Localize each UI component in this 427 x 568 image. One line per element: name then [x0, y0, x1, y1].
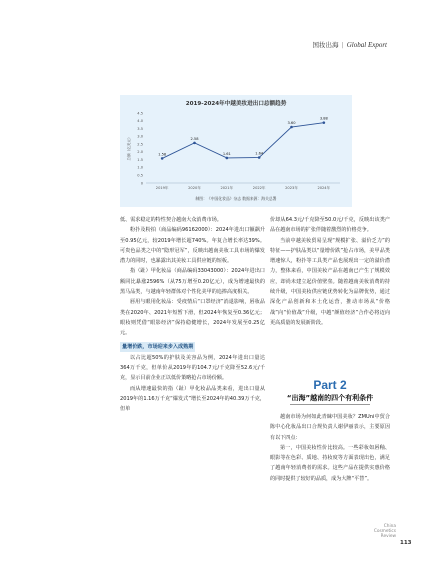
- part-label: Part 2: [313, 378, 347, 392]
- subheading-wrap: [120, 342, 265, 352]
- data-point: [290, 126, 293, 129]
- brand-line: China: [383, 524, 396, 529]
- data-point: [226, 157, 229, 160]
- data-label: 3.60: [287, 121, 296, 125]
- data-label: 2.58: [190, 136, 199, 141]
- y-tick-label: 4.0: [137, 119, 143, 124]
- paragraph: 当前中越美妆贸易呈现“规模扩张、溢价乏力”的特征——护肤品类以“量增价跌”抢占市场，美甲品类增速惊人，粉扑等工具类产品也展现出一定的溢价潜力，整体来看，中国美妆产品在越南已产生了规模效应，却尚未建立起价值壁垒。随着越南美妆消费的持续升级，中国美妆供应链优势转化为品牌优势，通过深化产品创新和本土化运营，推动市场从“价格战”向“价值战”升级，中越“颜值经济”合作必将迈向更高质量的发展新阶段。: [270, 237, 390, 326]
- chart-panel: [120, 95, 352, 207]
- part-title: “出海”越南的四个有利条件: [286, 394, 374, 402]
- brand-line: Cosmetics: [373, 529, 396, 534]
- x-tick-label: 2020年: [188, 186, 201, 190]
- y-tick-label: 3.5: [137, 126, 143, 131]
- page-number: 113: [400, 540, 412, 546]
- y-tick-label: 0.5: [137, 173, 143, 178]
- y-tick-label: 1.5: [137, 157, 143, 162]
- x-tick-label: 2021年: [220, 186, 234, 190]
- paragraph: 第一，中国美妆性价比较高。一些彩妆如唇釉、眼影等在色彩、质地、持妆度等方面表现出色，满足了越南年轻消费者的需求。这些产品在提供实惠价格的同时提供了较好的品质，成为大牌“平替”。: [270, 444, 390, 482]
- y-axis-label: 总额（亿美元）: [127, 135, 131, 161]
- section-title-cn: 国妆出海: [312, 41, 339, 49]
- y-tick-label: 0: [140, 181, 143, 186]
- data-point: [323, 121, 326, 124]
- data-label: 1.64: [255, 151, 264, 156]
- data-label: 1.61: [222, 151, 231, 156]
- section-title-en: Global Export: [346, 41, 387, 49]
- paragraph: 粉扑及粉拍（商品编码96162000）：2024年进出口额飙升至0.95亿元，较2019年增长超740%。年复合增长率达39%。可贵色品类之中的“隐形冠军”，反映出越南美妆工具市场的爆发潜力的同时，也暴露出其美妆工具供应链的短板。: [120, 227, 265, 265]
- x-tick-label: 2022年: [252, 186, 266, 190]
- x-tick-label: 2019年: [155, 186, 169, 190]
- paragraph: 越南市场为何如此青睐中国美妆？ZMUni中贸合陈中心化妆品出口合规负责人谢伊丽表示，主要原因有以下四点：: [270, 414, 390, 441]
- paragraph: 低、需求稳定的特性契合越南大众消费市场。: [120, 217, 222, 223]
- chart-source: 制图：《中国化妆品》杂志 数据来源：海关总署: [195, 196, 277, 201]
- paragraph: 价却从64.3元/千克降至50.0元/千克，反映出该类产品在越南市场的扩张伴随着激烈的价格竞争。: [270, 217, 390, 234]
- x-tick-label: 2024年: [317, 186, 331, 190]
- header-separator: |: [341, 41, 344, 49]
- subheading-highlight: 量增价跌，市场迎来步入成熟期: [120, 342, 195, 352]
- data-point: [161, 157, 164, 160]
- y-tick-label: 2.5: [137, 142, 143, 147]
- data-label: 1.58: [158, 152, 167, 157]
- y-tick-label: 4.5: [137, 111, 143, 116]
- part-divider: [290, 404, 370, 405]
- right-column: [270, 215, 390, 328]
- data-point: [258, 156, 261, 159]
- series-line: [162, 123, 324, 159]
- paragraph: 唇用与眼用化妆品：受疫情后“口罩经济”消退影响，唇妆品类在2020年、2021年短暂下滑，但2024年恢复至0.36亿元；眼妆则凭借“眼影经济”保持稳健增长，2024年发展至0.25亿元。: [120, 299, 265, 337]
- y-tick-label: 1.0: [137, 165, 143, 170]
- left-column: [120, 215, 265, 415]
- x-tick-label: 2023年: [285, 186, 298, 190]
- footer-brand: [356, 524, 396, 539]
- paragraph: 以占比超50%的护肤及美容品为例，2024年进出口量达364万千克，但单价从2019年的104.7元/千克降至52.6元/千克，显示目前企业正以低价策略抢占市场份额。: [120, 354, 265, 382]
- chart-title: 2019-2024年中越美妆进出口总额趋势: [185, 101, 287, 107]
- line-chart: [120, 95, 352, 207]
- paragraph: 而从增速最快的指（趾）甲化妆品品类来看，进出口量从2019年的1.16万千克“爆发式”增长至2024年的40.39万千克，但单: [120, 385, 265, 413]
- y-tick-label: 2.0: [137, 150, 143, 155]
- y-tick-label: 3.0: [137, 134, 143, 139]
- brand-line: Review: [380, 534, 396, 539]
- page-header: [313, 40, 387, 49]
- paragraph: 指（趾）甲化妆品（商品编码33043000）：2024年进出口额同比暴涨2596%（从75万增至0.20亿元），成为增速最快的黑马品类，与越南年轻群体对个性化美甲的追捧高度相关。: [120, 268, 265, 296]
- right-column-lower: [270, 412, 390, 484]
- data-point: [193, 142, 196, 145]
- data-label: 3.88: [319, 116, 328, 121]
